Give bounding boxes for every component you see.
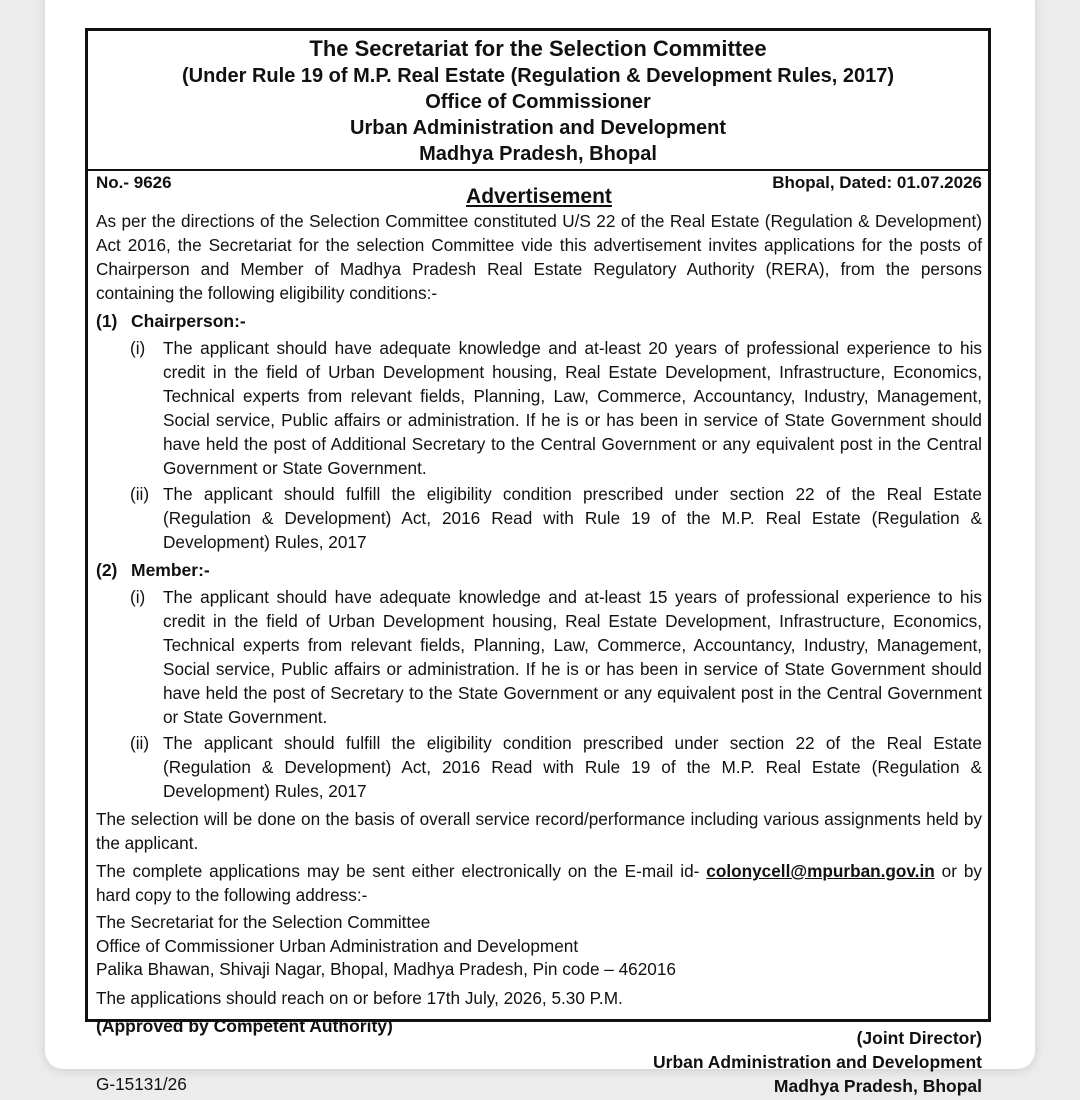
advertisement-heading: Advertisement (466, 185, 612, 208)
postal-address (96, 911, 982, 982)
email-link[interactable]: colonycell@mpurban.gov.in (706, 861, 935, 881)
item-text: The applicant should have adequate knowledge and at-least 15 years of professional experience to his credit in the field of Urban Development housing, Real Estate Development, Infrastructure, Economics, Technical experts from relevant fields, Planning, Law, Commerce, Accountancy, Industry, Management, Social service, Public affairs or administration. If he is or has been in service of State Government should have held the post of Secretary to the State Government or any equivalent post in the Central Government or State Government. (163, 587, 982, 727)
address-line: The Secretariat for the Selection Committee (96, 912, 431, 932)
advertisement-document (85, 28, 991, 1096)
list-item (130, 482, 982, 554)
item-marker: (ii) (130, 484, 150, 504)
intro-paragraph: As per the directions of the Selection Committee constituted U/S 22 of the Real Estate (Regulation & Development) Act 2016, the Secretariat for the selection Committee vide this advertisement invites applications for the posts of Chairperson and Member of Madhya Pradesh Real Estate Regulatory Authority (RERA), from the persons containing the following eligibility conditions:- (96, 211, 982, 303)
reference-line (96, 171, 982, 209)
document-footer (96, 1010, 982, 1100)
selection-paragraph: The selection will be done on the basis of overall service record/performance including various assignments held by the applicant. (96, 809, 982, 853)
apply-text-after: or by hard copy to the following address:- (96, 861, 982, 905)
approval-note: (Approved by Competent Authority) (96, 1015, 393, 1036)
section-title: Chairperson:- (131, 311, 246, 331)
address-line: Office of Commissioner Urban Administration and Development (96, 935, 579, 956)
deadline-text: The applications should reach on or before 17th July, 2026, 5.30 P.M. (96, 987, 623, 1008)
apply-text-before: The complete applications may be sent either electronically on the E-mail id- (96, 861, 707, 881)
item-text: The applicant should fulfill the eligibility condition prescribed under section 22 of the Real Estate (Regulation & Development) Act, 2016 Read with Rule 19 of the M.P. Real Estate (Regulation & Development) Rules, 2017 (163, 484, 982, 552)
reference-number: No.- 9626 (96, 173, 172, 192)
signatory-designation: (Joint Director) (856, 1027, 982, 1048)
item-text: The applicant should have adequate knowledge and at-least 20 years of professional experience to his credit in the field of Urban Development housing, Real Estate Development, Infrastructure, Economics, Technical experts from relevant fields, Planning, Law, Commerce, Accountancy, Industry, Management, Social service, Public affairs or administration. If he is or has been in service of State Government should have held the post of Additional Secretary to the Central Government or any equivalent post in the Central Government or State Government. (163, 338, 982, 478)
signatory-dept: Urban Administration and Development (653, 1051, 982, 1072)
header-dept: Urban Administration and Development (350, 117, 726, 139)
item-marker: (i) (130, 587, 146, 607)
signatory-place: Madhya Pradesh, Bhopal (773, 1075, 982, 1096)
list-item (130, 336, 982, 480)
address-line: Palika Bhawan, Shivaji Nagar, Bhopal, Madhya Pradesh, Pin code – 462016 (96, 959, 676, 979)
apply-paragraph (96, 859, 982, 907)
header-title: The Secretariat for the Selection Committee (309, 36, 767, 61)
section-number: (1) (96, 311, 118, 331)
header-office: Office of Commissioner (425, 91, 651, 113)
section-title: Member:- (131, 560, 210, 580)
header-place: Madhya Pradesh, Bhopal (419, 143, 657, 165)
section-number: (2) (96, 560, 118, 580)
item-marker: (ii) (130, 733, 150, 753)
document-header (88, 35, 988, 171)
section-heading-chairperson (96, 308, 982, 334)
list-item (130, 585, 982, 729)
list-item (130, 731, 982, 803)
section-heading-member (96, 557, 982, 583)
item-marker: (i) (130, 338, 146, 358)
item-text: The applicant should fulfill the eligibility condition prescribed under section 22 of the Real Estate (Regulation & Development) Act, 2016 Read with Rule 19 of the M.P. Real Estate (Regulation & Development) Rules, 2017 (163, 733, 982, 801)
header-rule: (Under Rule 19 of M.P. Real Estate (Regulation & Development Rules, 2017) (181, 65, 895, 87)
issue-date: Bhopal, Dated: 01.07.2026 (772, 173, 982, 192)
ad-code: G-15131/26 (96, 1073, 187, 1094)
